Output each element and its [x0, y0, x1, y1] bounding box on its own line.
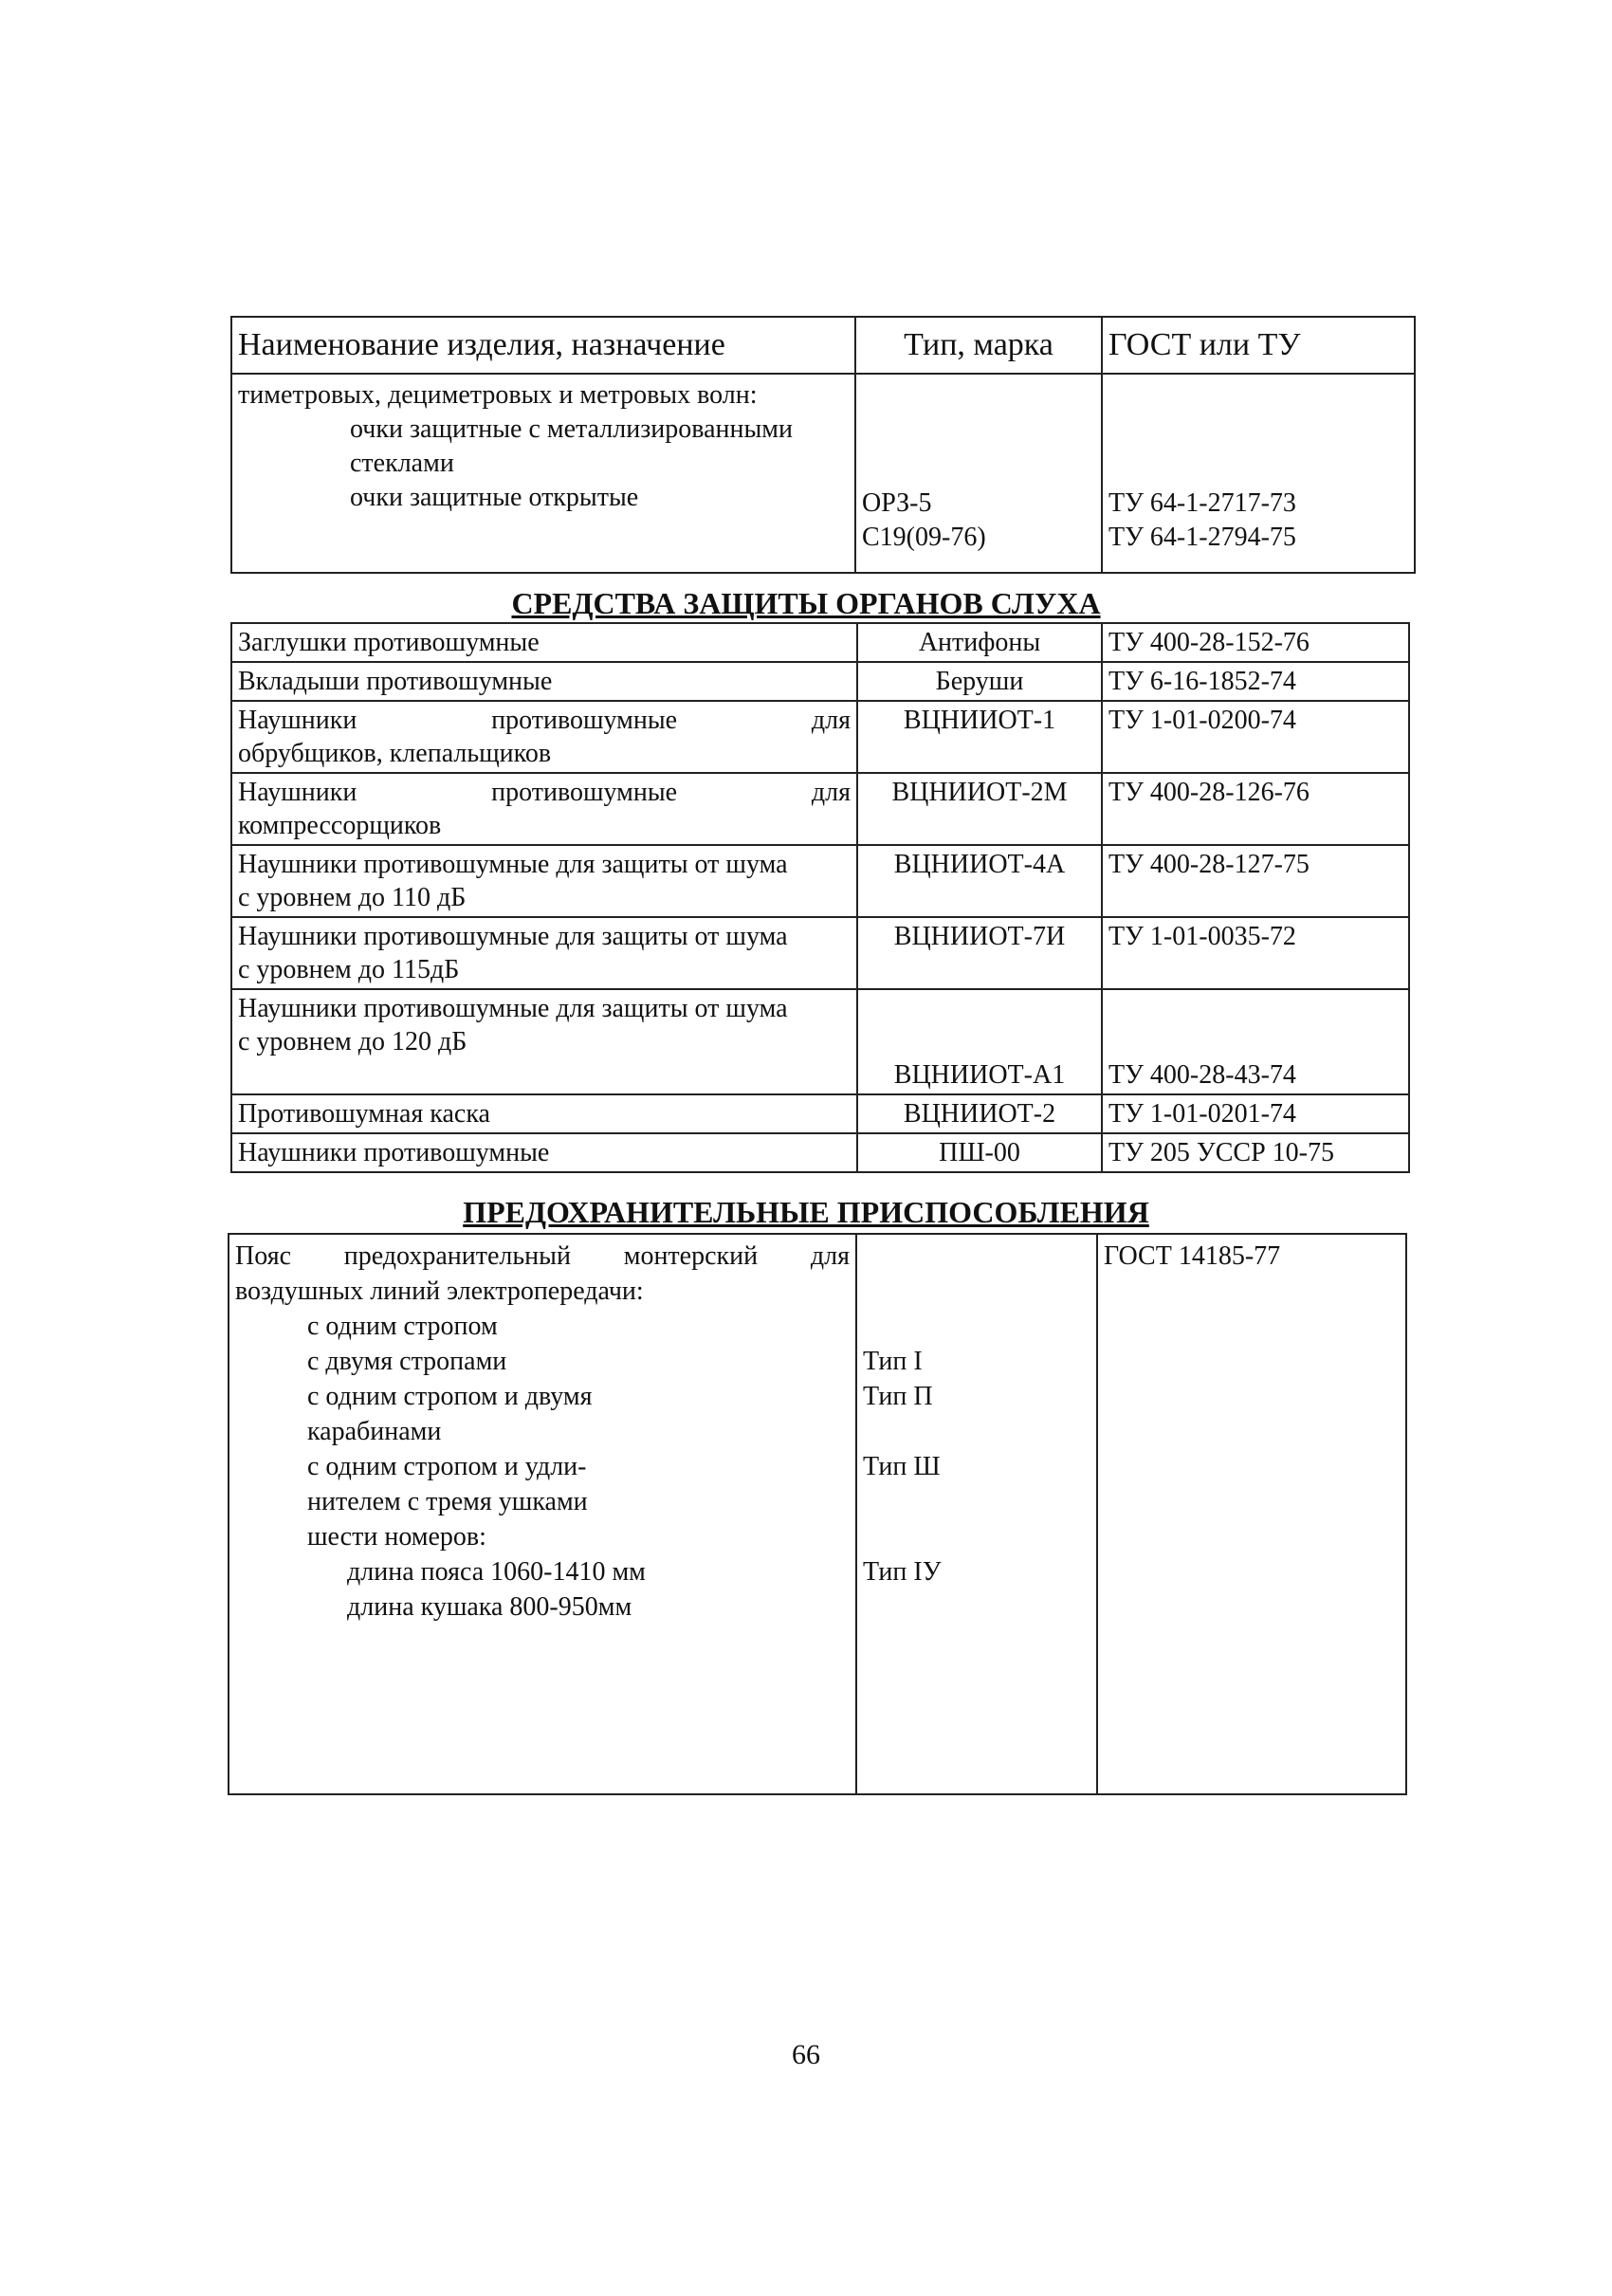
cell-gost: ТУ 205 УССР 10-75	[1102, 1133, 1409, 1172]
type-line: С19(09-76)	[862, 523, 986, 552]
page-number: 66	[792, 2039, 820, 2070]
cell-gost: ТУ 6-16-1852-74	[1102, 662, 1409, 701]
name-line: с уровнем до 120 дБ	[238, 1027, 467, 1056]
cell-gost	[1102, 989, 1409, 1094]
cell-type: Беруши	[857, 662, 1102, 701]
cell-type	[857, 989, 1102, 1094]
cell-gost: ТУ 400-28-127-75	[1102, 845, 1409, 917]
type-line: Тип Ш	[863, 1452, 941, 1481]
name-line: стеклами	[350, 449, 454, 478]
table-row	[231, 917, 1409, 989]
table-row	[231, 701, 1409, 773]
name-line: с одним стропом	[307, 1312, 498, 1341]
cell-name: Заглушки противошумные	[231, 623, 857, 662]
cell-type: ВЦНИИОТ-2	[857, 1094, 1102, 1133]
word: противошумные	[491, 778, 678, 807]
cell-gost: ГОСТ 14185-77	[1097, 1234, 1406, 1794]
justified-line	[235, 1239, 850, 1274]
name-line: Наушники противошумные для защиты от шума	[238, 922, 788, 951]
word: для	[811, 706, 851, 735]
cell-gost: ТУ 1-01-0200-74	[1102, 701, 1409, 773]
cell-type	[856, 1234, 1097, 1794]
row-gost-cell	[1102, 374, 1415, 573]
table-row	[231, 623, 1409, 662]
name-line: Наушники противошумные для защиты от шума	[238, 994, 788, 1023]
name-line: шести номеров:	[307, 1522, 486, 1552]
table-row	[231, 374, 1415, 573]
table-safety-devices	[228, 1233, 1407, 1795]
word: для	[811, 778, 851, 807]
header-gost: ГОСТ или ТУ	[1102, 317, 1415, 374]
gost-line: ТУ 400-28-43-74	[1108, 1060, 1296, 1090]
table-row	[231, 662, 1409, 701]
name-line: нителем с тремя ушками	[307, 1487, 588, 1516]
name-line: тиметровых, дециметровых и метровых волн:	[238, 380, 758, 410]
cell-gost: ТУ 1-01-0201-74	[1102, 1094, 1409, 1133]
cell-type: ВЦНИИОТ-1	[857, 701, 1102, 773]
header-type: Тип, марка	[855, 317, 1102, 374]
name-line: с одним стропом и удли-	[307, 1452, 587, 1481]
cell-type: ВЦНИИОТ-7И	[857, 917, 1102, 989]
name-line: с уровнем до 115дБ	[238, 955, 460, 984]
table-header-row	[231, 317, 1415, 374]
cell-name	[231, 917, 857, 989]
word: Наушники	[238, 778, 357, 807]
type-line-empty	[863, 1519, 1090, 1554]
name-line: с одним стропом и двумя	[307, 1382, 593, 1411]
cell-name	[231, 701, 857, 773]
row-type-cell	[855, 374, 1102, 573]
name-line: очки защитные с металлизированными	[350, 414, 794, 444]
cell-name	[229, 1234, 856, 1794]
name-line: компрессорщиков	[238, 811, 442, 840]
cell-name	[231, 773, 857, 845]
cell-name	[231, 845, 857, 917]
justified-line	[238, 704, 851, 737]
gost-line: ТУ 64-1-2717-73	[1108, 488, 1296, 518]
name-line: обрубщиков, клепальщиков	[238, 739, 552, 768]
section-title-hearing: СРЕДСТВА ЗАЩИТЫ ОРГАНОВ СЛУХА	[511, 586, 1101, 620]
type-line: ВЦНИИОТ-А1	[893, 1060, 1066, 1090]
cell-gost: ТУ 400-28-126-76	[1102, 773, 1409, 845]
name-line: воздушных линий электропередачи:	[235, 1277, 644, 1306]
name-line: длина пояса 1060-1410 мм	[347, 1557, 646, 1587]
name-line: Наушники противошумные для защиты от шума	[238, 850, 788, 879]
cell-name: Наушники противошумные	[231, 1133, 857, 1172]
cell-name: Противошумная каска	[231, 1094, 857, 1133]
name-line: длина кушака 800-950мм	[347, 1592, 632, 1622]
cell-name: Вкладыши противошумные	[231, 662, 857, 701]
cell-gost: ТУ 1-01-0035-72	[1102, 917, 1409, 989]
row-name-cell	[231, 374, 855, 573]
table-row	[231, 773, 1409, 845]
justified-line	[238, 776, 851, 809]
word: предохранительный	[343, 1241, 571, 1271]
cell-type: ВЦНИИОТ-2М	[857, 773, 1102, 845]
table-row	[231, 1094, 1409, 1133]
gost-line: ТУ 64-1-2794-75	[1108, 523, 1296, 552]
type-line-empty	[863, 1414, 1090, 1449]
type-line: Тип I	[863, 1347, 923, 1376]
cell-type: ПШ-00	[857, 1133, 1102, 1172]
cell-name	[231, 989, 857, 1094]
type-line: ОРЗ-5	[862, 488, 932, 518]
cell-gost: ТУ 400-28-152-76	[1102, 623, 1409, 662]
section-title-safety: ПРЕДОХРАНИТЕЛЬНЫЕ ПРИСПОСОБЛЕНИЯ	[463, 1195, 1149, 1229]
word: Наушники	[238, 706, 357, 735]
table-row	[231, 845, 1409, 917]
cell-type: ВЦНИИОТ-4А	[857, 845, 1102, 917]
cell-type: Антифоны	[857, 623, 1102, 662]
table-row	[231, 1133, 1409, 1172]
table-row	[231, 989, 1409, 1094]
name-line: очки защитные открытые	[350, 483, 639, 512]
word: Пояс	[235, 1241, 291, 1271]
name-line: с двумя стропами	[307, 1347, 507, 1376]
type-line-empty	[863, 1484, 1090, 1519]
word: монтерский	[623, 1241, 759, 1271]
word: противошумные	[491, 706, 678, 735]
type-line: Тип П	[863, 1382, 933, 1411]
table-hearing-protection	[230, 622, 1410, 1173]
name-line-empty	[238, 1058, 851, 1092]
name-line: с уровнем до 110 дБ	[238, 883, 467, 912]
table-row	[229, 1234, 1406, 1794]
type-line: Тип IУ	[863, 1557, 942, 1587]
word: для	[810, 1241, 850, 1271]
name-line: карабинами	[307, 1417, 442, 1446]
table-eye-protection	[230, 316, 1416, 574]
header-name: Наименование изделия, назначение	[231, 317, 855, 374]
